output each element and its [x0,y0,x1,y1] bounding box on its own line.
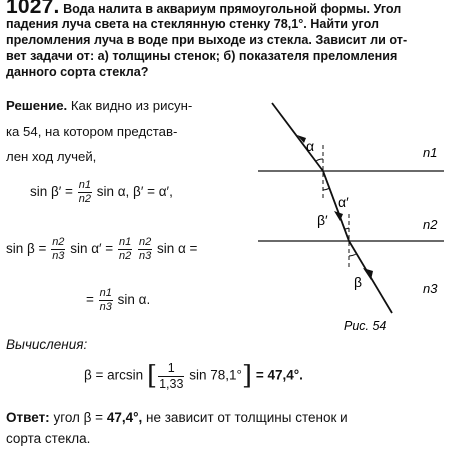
eq2-mid2: sin α = [156,241,198,257]
answer-label: Ответ: [6,410,50,425]
answer-value: 47,4°, [106,410,143,425]
eq2-f1-den: n3 [52,250,65,262]
eq1-lhs: sin β′ = [30,184,73,200]
right-bracket: ] [241,361,253,391]
label-alpha-prime: α′ [338,194,349,210]
problem-text-1: Вода налита в аквариум прямоугольной формы. Угол [63,2,402,16]
label-beta-prime: β′ [317,212,328,228]
eq3-rhs: sin α. [117,292,151,308]
answer-line-2: сорта стекла. [6,431,91,446]
left-bracket: [ [146,361,158,391]
arc-alpha-prime [323,188,330,190]
calc-inner: sin 78,1° [189,367,242,383]
label-alpha: α [306,138,315,154]
problem-line-2: падения луча света на стеклянную стенку 78,1°. Найти угол [6,17,379,31]
solution-label: Решение. [6,98,68,113]
solution-line-2: ка 54, на котором представ- [6,124,178,139]
eq2-f2-num: n1 [118,236,132,248]
solution-line-3: лен ход лучей, [6,149,97,164]
figure-caption: Рис. 54 [344,319,387,333]
eq3-lhs: = [86,292,94,308]
label-n2: n2 [423,217,438,232]
eq3-num: n1 [99,287,112,299]
eq2-mid1: sin α′ = [70,241,114,257]
eq2-f1-num: n2 [52,236,65,248]
eq2-f3-num: n2 [138,236,152,248]
calc-den: 1,33 [159,376,184,391]
problem-number: 1027. [6,0,60,18]
eq2-f3-den: n3 [138,250,152,262]
answer-text-a: угол β = [53,410,104,425]
label-beta: β [354,274,363,290]
eq1-rhs: sin α, β′ = α′, [96,184,173,200]
problem-line-4: вет задачи от: а) толщины стенок; б) показателя преломления [6,49,398,63]
incident-ray [272,103,323,171]
problem-line-3: преломления луча в воде при выходе из стекла. Зависит ли от- [6,33,408,47]
calc-num: 1 [158,362,184,377]
eq3-den: n3 [99,301,112,313]
eq2-lhs: sin β = [6,241,47,257]
calc-result: = 47,4°. [255,367,303,383]
eq1-numerator: n1 [78,179,91,191]
eq1-denominator: n2 [78,193,91,205]
problem-line-5: данного сорта стекла? [6,65,149,79]
label-n3: n3 [423,281,438,296]
arc-alpha [316,159,323,161]
label-n1: n1 [423,145,438,160]
eq2-f2-den: n2 [118,250,132,262]
answer-text-b: не зависит от толщины стенок и [146,410,348,425]
solution-text-1: Как видно из рисун- [70,98,193,113]
calc-lhs: β = arcsin [84,367,144,383]
arc-beta [349,254,356,256]
calc-label: Вычисления: [6,337,88,352]
